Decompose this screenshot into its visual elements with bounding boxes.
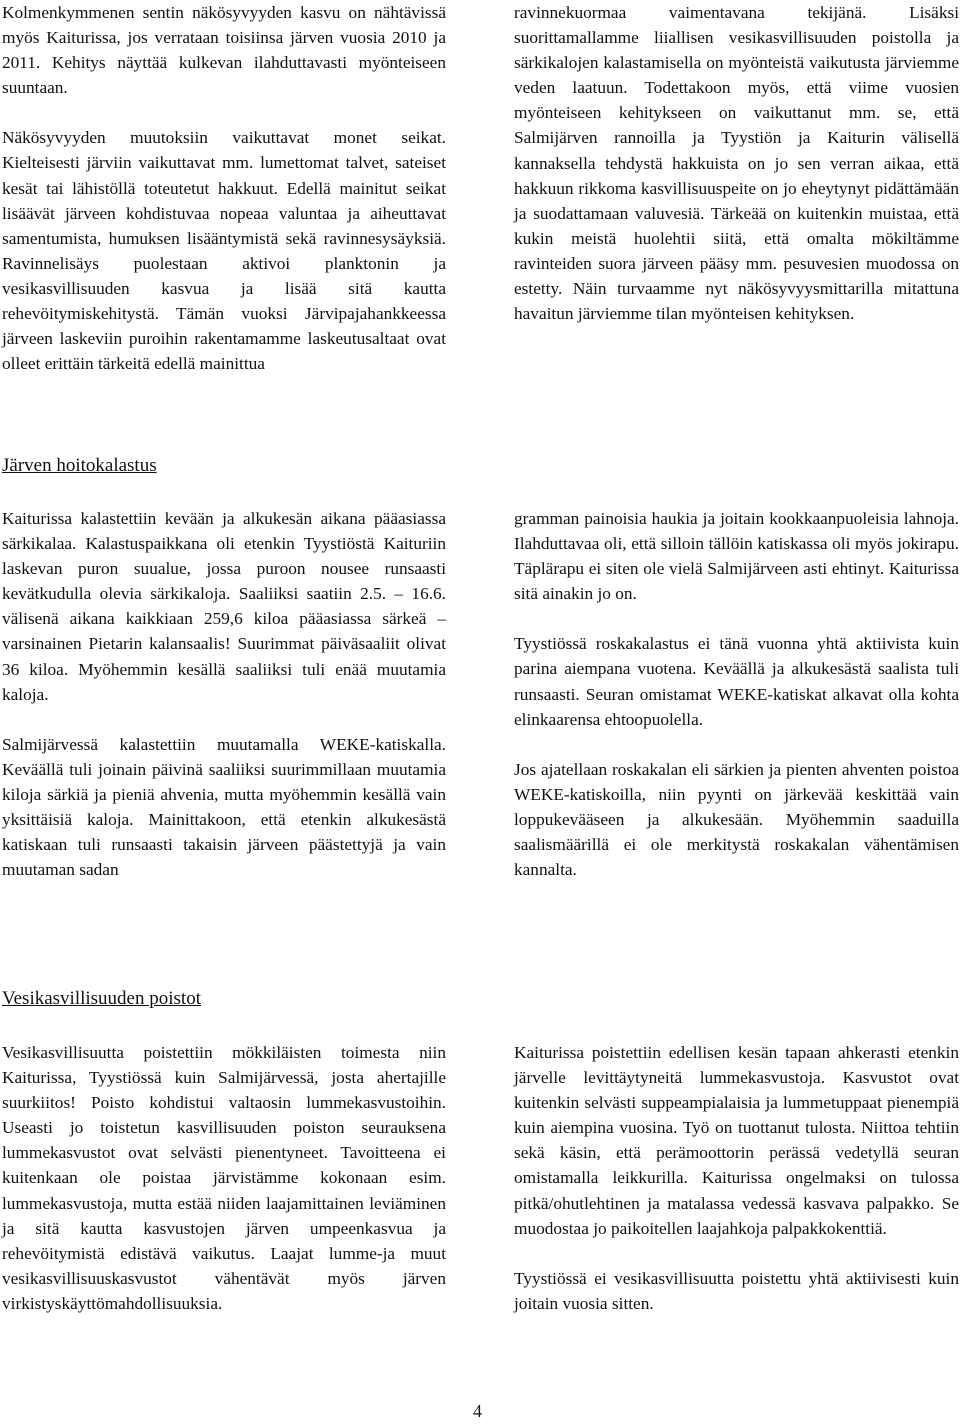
section-heading-vesikasvillisuus: Vesikasvillisuuden poistot [2,988,201,1009]
paragraph: Kaiturissa poistettiin edellisen kesän tapaan ahkerasti etenkin järvelle levittäytyneitä lummekasvustoja. Kasvustot ovat kuitenkin selvästi suppeampialaisia ja lummetuppaat pienempiä kuin aiempina vuosina. Työ on tuottanut tulosta. Niittoa tehtiin sekä käsin, että perämoottorin perässä vedetyllä seuran omistamalla leikkurilla. Kaiturissa ongelmaksi on tulossa pitkä/ohutlehtinen ja matalassa vedessä kasvava palpakko. Se muodostaa jo paikoitellen laajahkoja palpakkokenttiä. [514,1043,959,1238]
intro-right-column [514,0,959,326]
page-number: 4 [473,1401,482,1421]
section2-left-column [2,1040,446,1316]
paragraph: ravinnekuormaa vaimentavana tekijänä. Lisäksi suorittamallamme liiallisen vesikasvillisuuden poistolla ja särkikalojen kalastamisella on myönteistä vaikutusta järviemme veden laatuun. Todettakoon myös, että viime vuosien myönteiseen kehitykseen on vaikuttanut mm. se, että Salmijärven rannoilla ja Tyystiön ja Kaiturin välisellä kannaksella tehdystä hakkuista on jo sen verran aikaa, että hakkuun rikkoma kasvillisuuspeite on jo eheytynyt pidättämään ja suodattamaan valuvesiä. Tärkeää on kuitenkin muistaa, että kukin meistä huolehtii siitä, että omalta mökiltämme ravinteiden suora järveen pääsy mm. pesuvesien muodossa on estetty. Näin turvaamme nyt näkösyvyysmittarilla mitattuna havaitun järviemme tilan myönteisen kehityksen. [514,3,959,324]
paragraph: Kaiturissa kalastettiin kevään ja alkukesän aikana pääasiassa särkikalaa. Kalastuspaikkana oli etenkin Tyystiöstä Kaituriin laskevan puron suualue, jossa puroon nousee runsaasti kevätkudulla olevia särkikaloja. Saaliiksi saatiin 2.5. – 16.6. välisenä aikana kaikkiaan 259,6 kiloa pääasiassa särkeä – varsinainen Pietarin kalansaalis! Suurimmat päiväsaaliit olivat 36 kiloa. Myöhemmin kesällä saaliiksi tuli enää muutamia kaloja. [2,509,446,704]
paragraph: Tyystiössä roskakalastus ei tänä vuonna yhtä aktiivista kuin parina aiempana vuotena. Keväällä ja alkukesästä saalista tuli runsaasti. Seuran omistamat WEKE-katiskat alkavat olla kohta elinkaarensa ehtoopuolella. [514,634,959,729]
paragraph: Salmijärvessä kalastettiin muutamalla WEKE-katiskalla. Keväällä tuli joinain päivinä saaliiksi suurimmillaan muutamia kiloja särkiä ja pieniä ahvenia, mutta myöhemmin kesällä vain yksittäisiä kaloja. Mainittakoon, että etenkin alkukesästä katiskaan tuli runsaasti takaisin järveen päästettyjä ja vain muutaman sadan [2,734,446,880]
section2-right-column [514,1040,959,1316]
paragraph: Tyystiössä ei vesikasvillisuutta poistettu yhtä aktiivisesti kuin joitain vuosia sitten. [514,1268,959,1313]
section-heading-hoitokalastus: Järven hoitokalastus [2,455,157,476]
section1-left-column [2,506,446,882]
paragraph: Kolmenkymmenen sentin näkösyvyyden kasvu on nähtävissä myös Kaiturissa, jos verrataan toisiinsa järven vuosia 2010 ja 2011. Kehitys näyttää kulkevan ilahduttavasti myönteiseen suuntaan. [2,3,446,98]
paragraph: Näkösyvyyden muutoksiin vaikuttavat monet seikat. Kielteisesti järviin vaikuttavat mm. lumettomat talvet, sateiset kesät tai lähistöllä toteutetut hakkuut. Edellä mainitut seikat lisäävät järveen kohdistuvaa nopeaa valuntaa ja aiheuttavat samentumista, humuksen lisääntymistä sekä ravinnesysäyksiä. Ravinnelisäys puolestaan aktivoi planktonin ja vesikasvillisuuden kasvua ja lisää sitä kautta rehevöitymiskehitystä. Tämän vuoksi Järvipajahankkeessa järveen laskeviin puroihin rakentamamme laskeutusaltaat ovat olleet erittäin tärkeitä edellä mainittua [2,128,446,374]
paragraph: Jos ajatellaan roskakalan eli särkien ja pienten ahventen poistoa WEKE-katiskoilla, niin pyynti on järkevää keskittää vain loppukevääseen ja alkukesään. Myöhemmin saaduilla saalismäärillä ei ole merkitystä roskakalan vähentämisen kannalta. [514,759,959,880]
paragraph: Vesikasvillisuutta poistettiin mökkiläisten toimesta niin Kaiturissa, Tyystiössä kuin Salmijärvessä, josta ahertajille suurkiitos! Poisto kohdistui valtaosin lummekasvustoihin. Useasti jo toistetun kasvillisuuden poiston seurauksena lummekasvustot ovat selvästi pienentyneet. Tavoitteena ei kuitenkaan ole poistaa järvistämme kokonaan esim. lummekasvustoja, mutta estää niiden laajamittainen leviäminen ja sitä kautta kasvustojen järven umpeenkasvua ja rehevöitymistä edistävä vaikutus. Laajat lumme-ja muut vesikasvillisuuskasvustot vähentävät myös järven virkistyskäyttömahdollisuuksia. [2,1043,446,1313]
section1-right-column [514,506,959,882]
intro-left-column [2,0,446,376]
paragraph: gramman painoisia haukia ja joitain kookkaanpuoleisia lahnoja. Ilahduttavaa oli, että silloin tällöin katiskassa oli myös jokirapu. Täplärapu ei siten ole vielä Salmijärveen asti ehtinyt. Kaiturissa sitä ainakin jo on. [514,509,959,604]
